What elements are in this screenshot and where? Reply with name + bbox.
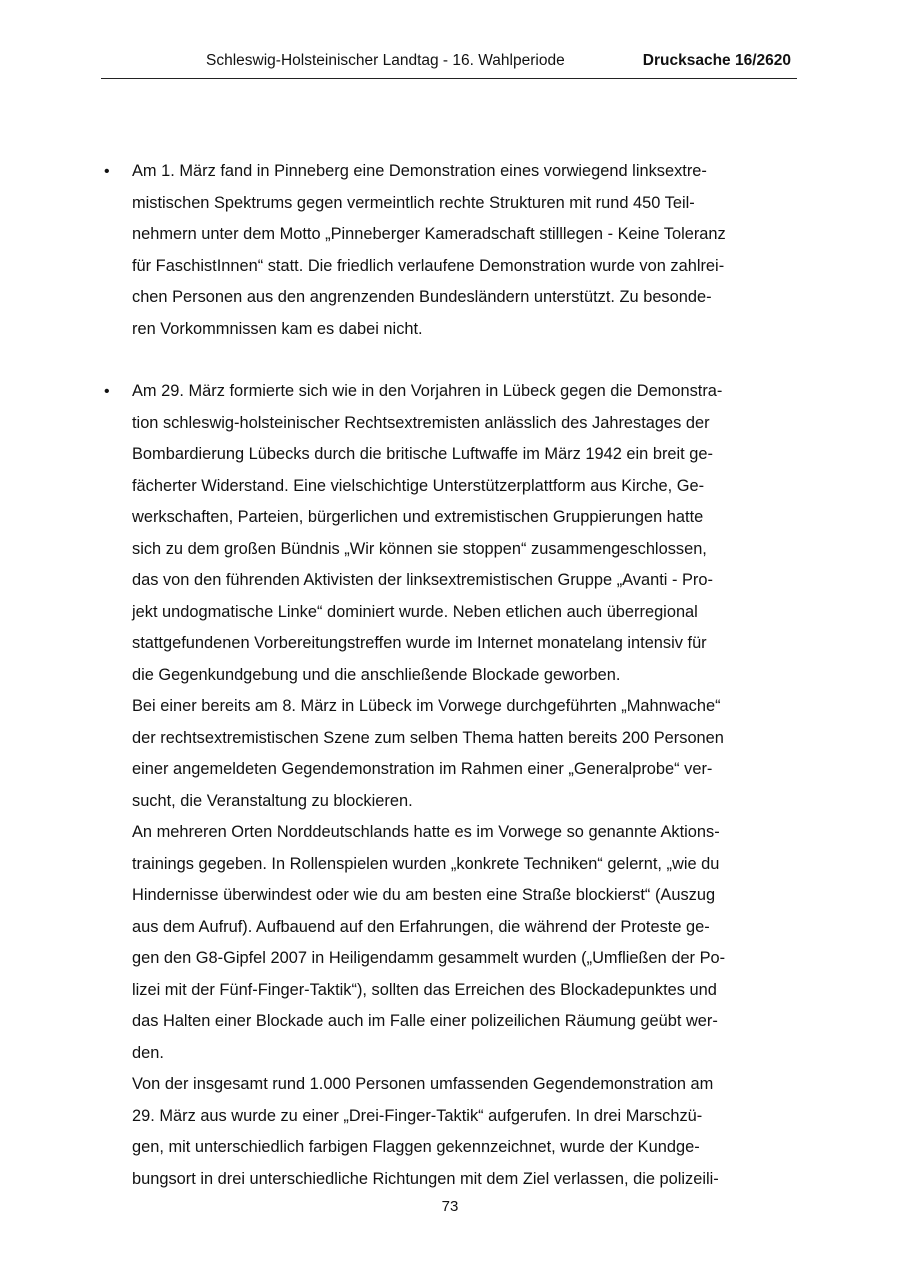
- text-line: bungsort in drei unterschiedliche Richtungen mit dem Ziel verlassen, die polizeili-: [132, 1169, 719, 1188]
- text-line: einer angemeldeten Gegendemonstration im Rahmen einer „Generalprobe“ ver-: [132, 760, 713, 778]
- text-line: Am 29. März formierte sich wie in den Vorjahren in Lübeck gegen die Demonstra-: [132, 382, 723, 400]
- text-line: den.: [132, 1043, 164, 1062]
- text-line: sich zu dem großen Bündnis „Wir können sie stoppen“ zusammengeschlossen,: [132, 539, 707, 558]
- document-number: Drucksache 16/2620: [642, 52, 791, 69]
- text-line: Bei einer bereits am 8. März in Lübeck im Vorwege durchgeführten „Mahnwache“: [132, 697, 721, 715]
- paragraph: [132, 156, 794, 345]
- bullet-icon: •: [104, 383, 110, 400]
- text-line: tion schleswig-holsteinischer Rechtsextremisten anlässlich des Jahrestages der: [132, 413, 710, 432]
- text-line: trainings gegeben. In Rollenspielen wurden „konkrete Techniken“ gelernt, „wie du: [132, 854, 720, 873]
- text-line: nehmern unter dem Motto „Pinneberger Kameradschaft stilllegen - Keine Toleranz: [132, 225, 726, 243]
- text-line: werkschaften, Parteien, bürgerlichen und extremistischen Gruppierungen hatte: [132, 508, 704, 526]
- text-line: An mehreren Orten Norddeutschlands hatte es im Vorwege so genannte Aktions-: [132, 823, 720, 841]
- text-line: sucht, die Veranstaltung zu blockieren.: [132, 791, 413, 810]
- text-line: jekt undogmatische Linke“ dominiert wurde. Neben etlichen auch überregional: [132, 602, 698, 621]
- page-header: [101, 52, 797, 79]
- bullet-item: [104, 376, 794, 1195]
- text-line: aus dem Aufruf). Aufbauend auf den Erfahrungen, die während der Proteste ge-: [132, 917, 710, 936]
- text-line: die Gegenkundgebung und die anschließende Blockade geworben.: [132, 665, 621, 684]
- text-line: mistischen Spektrums gegen vermeintlich rechte Strukturen mit rund 450 Teil-: [132, 193, 695, 212]
- text-line: stattgefundenen Vorbereitungstreffen wurde im Internet monatelang intensiv für: [132, 634, 707, 652]
- text-line: gen, mit unterschiedlich farbigen Flaggen gekennzeichnet, wurde der Kundge-: [132, 1138, 700, 1156]
- text-line: 29. März aus wurde zu einer „Drei-Finger-Taktik“ aufgerufen. In drei Marschzü-: [132, 1106, 703, 1125]
- text-line: Von der insgesamt rund 1.000 Personen umfassenden Gegendemonstration am: [132, 1075, 714, 1093]
- text-line: Hindernisse überwindest oder wie du am besten eine Straße blockierst“ (Auszug: [132, 886, 716, 904]
- text-line: fächerter Widerstand. Eine vielschichtige Unterstützerplattform aus Kirche, Ge-: [132, 476, 705, 495]
- text-line: Bombardierung Lübecks durch die britische Luftwaffe im März 1942 ein breit ge-: [132, 445, 713, 463]
- text-line: für FaschistInnen“ statt. Die friedlich verlaufene Demonstration wurde von zahlrei-: [132, 256, 725, 275]
- bullet-icon: •: [104, 163, 110, 180]
- text-line: das Halten einer Blockade auch im Falle einer polizeilichen Räumung geübt wer-: [132, 1012, 718, 1030]
- text-line: der rechtsextremistischen Szene zum selben Thema hatten bereits 200 Personen: [132, 728, 724, 747]
- text-line: chen Personen aus den angrenzenden Bundesländern unterstützt. Zu besonde-: [132, 288, 712, 306]
- paragraph: [132, 376, 794, 1195]
- document-body: [104, 156, 794, 1226]
- text-line: ren Vorkommnissen kam es dabei nicht.: [132, 319, 423, 338]
- text-line: lizei mit der Fünf-Finger-Taktik“), sollten das Erreichen des Blockadepunktes und: [132, 980, 717, 999]
- text-line: das von den führenden Aktivisten der linksextremistischen Gruppe „Avanti - Pro-: [132, 571, 713, 589]
- header-title: Schleswig-Holsteinischer Landtag - 16. Wahlperiode: [206, 52, 565, 69]
- text-line: gen den G8-Gipfel 2007 in Heiligendamm gesammelt wurden („Umfließen der Po-: [132, 949, 726, 967]
- bullet-item: [104, 156, 794, 345]
- text-line: Am 1. März fand in Pinneberg eine Demonstration eines vorwiegend linksextre-: [132, 162, 707, 180]
- page-number: 73: [441, 1198, 459, 1215]
